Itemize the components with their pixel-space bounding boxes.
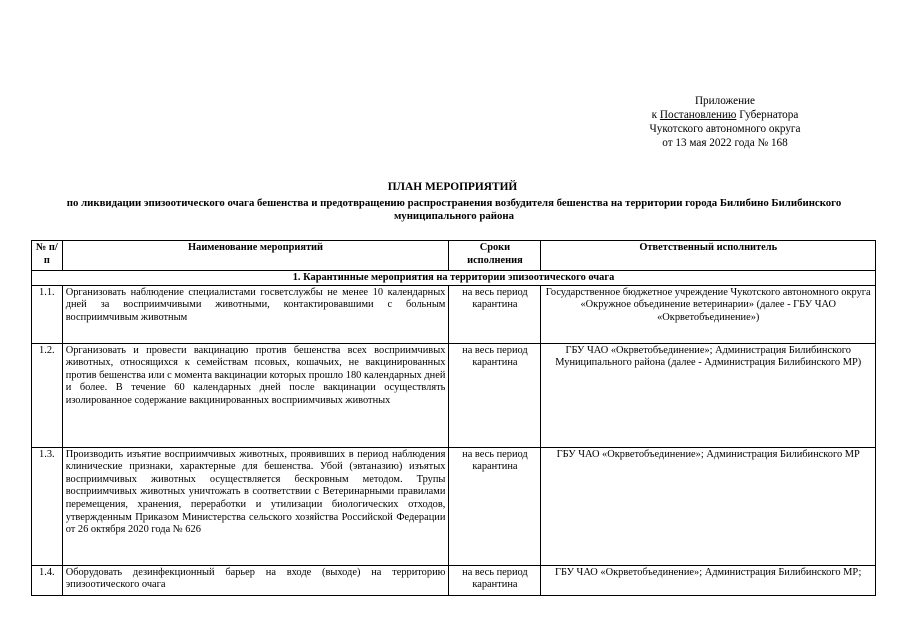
- row-num: 1.4.: [32, 565, 63, 595]
- appendix-prefix: к: [651, 109, 660, 121]
- row-num: 1.1.: [32, 285, 63, 343]
- row-activity: Оборудовать дезинфекционный барьер на входе (выходе) на территорию эпизоотического очага: [62, 565, 449, 595]
- header-num: № п/п: [32, 241, 63, 271]
- appendix-line-1: Приложение: [694, 95, 756, 107]
- row-term: на весь период карантина: [449, 447, 541, 565]
- row-responsible: ГБУ ЧАО «Окрветобъединение»; Администрация Билибинского Муниципального района (далее - Администрация Билибинского МР): [541, 343, 876, 447]
- plan-table: [31, 240, 876, 596]
- appendix-line-4: от 13 мая 2022 года № 168: [662, 137, 788, 149]
- header-name: Наименование мероприятий: [62, 241, 449, 271]
- table-row: [32, 285, 876, 343]
- table-row: [32, 565, 876, 595]
- document-title: ПЛАН МЕРОПРИЯТИЙ: [387, 181, 518, 193]
- appendix-suffix: Губернатора: [736, 109, 799, 121]
- row-activity: Производить изъятие восприимчивых животных, проявивших в период наблюдения клинические признаки, характерные для бешенства. Убой (эвтаназию) изъятых восприимчивых животных осуществляется бескровным методом. Трупы восприимчивых животных уничтожать в соответствии с Ветеринарными правилами перемещения, хранения, переработки и утилизации биологических отходов, утвержденным Приказом Министерства сельского хозяйства Российской Федерации от 26 октября 2020 года № 626: [62, 447, 449, 565]
- section-row: [32, 271, 876, 286]
- row-responsible: ГБУ ЧАО «Окрветобъединение»; Администрация Билибинского МР;: [541, 565, 876, 595]
- appendix-block: [620, 94, 830, 150]
- row-term: на весь период карантина: [449, 565, 541, 595]
- appendix-line-2: [620, 108, 830, 122]
- row-term: на весь период карантина: [449, 285, 541, 343]
- row-responsible: ГБУ ЧАО «Окрветобъединение»; Администрация Билибинского МР: [541, 447, 876, 565]
- resolution-link[interactable]: Постановлению: [659, 109, 737, 121]
- appendix-line-3: Чукотского автономного округа: [649, 123, 801, 135]
- row-activity: Организовать наблюдение специалистами госветслужбы не менее 10 календарных дней за восприимчивыми животными, контактировавшими с больным восприимчивым животным: [62, 285, 449, 343]
- document-subtitle: по ликвидации эпизоотического очага бешенства и предотвращению распространения возбудителя бешенства на территории города Билибино Билибинского муниципального района: [66, 197, 842, 222]
- header-resp: Ответственный исполнитель: [541, 241, 876, 271]
- row-num: 1.3.: [32, 447, 63, 565]
- row-activity: Организовать и провести вакцинацию против бешенства всех восприимчивых животных, относящихся к семействам псовых, кошачьих, не вакцинированных против бешенства или с момента вакцинации которых прошло 180 календарных дней и более. В течение 60 календарных дней после вакцинации осуществлять изолированное содержание вакцинированных восприимчивых животных: [62, 343, 449, 447]
- row-num: 1.2.: [32, 343, 63, 447]
- row-term: на весь период карантина: [449, 343, 541, 447]
- header-term: Сроки исполнения: [449, 241, 541, 271]
- table-header-row: [32, 241, 876, 271]
- table-row: [32, 447, 876, 565]
- row-responsible: Государственное бюджетное учреждение Чукотского автономного округа «Окружное объединение ветеринарии» (далее - ГБУ ЧАО «Окрветобъединение»): [541, 285, 876, 343]
- table-row: [32, 343, 876, 447]
- section-title: 1. Карантинные мероприятия на территории эпизоотического очага: [32, 271, 876, 286]
